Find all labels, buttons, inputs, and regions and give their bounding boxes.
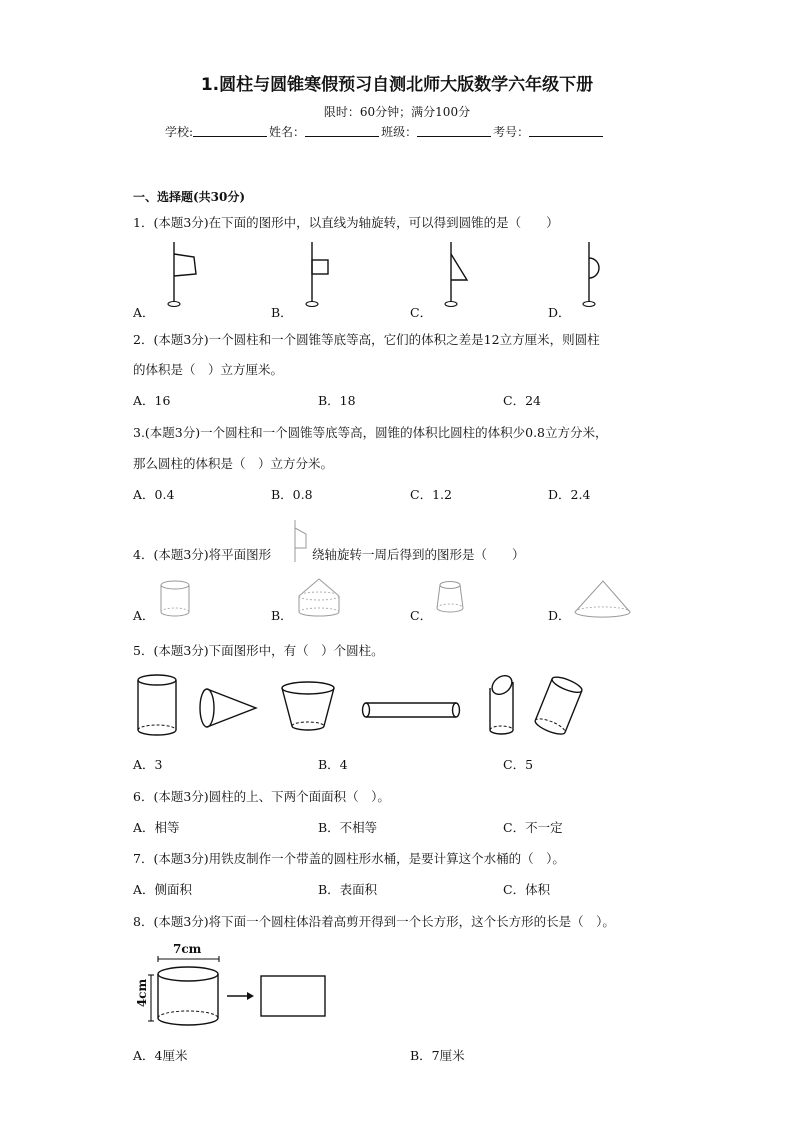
field-school-blank[interactable] <box>193 123 267 137</box>
field-id-label: 考号： <box>493 125 530 139</box>
q4-option-a[interactable]: A． <box>133 608 155 623</box>
q2-option-b[interactable]: B．18 <box>318 393 356 408</box>
page-title: 1.圆柱与圆锥寒假预习自测北师大版数学六年级下册 <box>200 75 594 95</box>
q5-figure-cylinder <box>136 672 182 740</box>
exam-info: 限时：60分钟；满分100分 <box>323 105 471 119</box>
question-4-stem: 4．(本题3分)将平面图形 <box>133 547 272 562</box>
q4-figure-c-frustum <box>434 578 468 622</box>
question-3-stem: 3.(本题3分)一个圆柱和一个圆锥等底等高，圆锥的体积比圆柱的体积少0.8立方分米， <box>133 425 608 440</box>
q1-option-d[interactable]: D． <box>548 305 571 320</box>
q8-height-label: 4cm <box>135 978 150 1008</box>
q1-figure-a <box>160 240 210 312</box>
q3-option-a[interactable]: A．0.4 <box>133 487 175 502</box>
q4-figure-a-cylinder <box>158 578 194 622</box>
field-name-blank[interactable] <box>305 123 379 137</box>
question-4-stem-cont: 绕轴旋转一周后得到的图形是（ ） <box>312 547 525 562</box>
q7-option-b[interactable]: B．表面积 <box>318 882 378 897</box>
q6-option-c[interactable]: C．不一定 <box>503 820 563 835</box>
question-5-stem: 5．(本题3分)下面图形中，有（ ）个圆柱。 <box>133 643 384 658</box>
q4-plane-figure <box>288 518 314 564</box>
q5-option-a[interactable]: A．3 <box>133 757 163 772</box>
q8-cylinder-figure <box>145 955 335 1035</box>
q5-figure-tilted-cylinder <box>530 674 586 740</box>
question-2-stem-cont: 的体积是（ ）立方厘米。 <box>133 362 284 377</box>
q1-option-a[interactable]: A． <box>133 305 155 320</box>
q6-option-b[interactable]: B．不相等 <box>318 820 378 835</box>
question-6-stem: 6．(本题3分)圆柱的上、下两个面面积（ ）。 <box>133 789 390 804</box>
student-info-fields <box>165 123 605 140</box>
q5-option-c[interactable]: C．5 <box>503 757 534 772</box>
q4-option-d[interactable]: D． <box>548 608 571 623</box>
q3-option-d[interactable]: D．2.4 <box>548 487 591 502</box>
question-7-stem: 7．(本题3分)用铁皮制作一个带盖的圆柱形水桶，是要计算这个水桶的（ ）。 <box>133 851 565 866</box>
section-title: 一、选择题(共30分) <box>133 190 246 204</box>
q3-option-c[interactable]: C．1.2 <box>410 487 452 502</box>
field-name-label: 姓名： <box>269 125 306 139</box>
q4-option-b[interactable]: B． <box>271 608 293 623</box>
q3-option-b[interactable]: B．0.8 <box>271 487 313 502</box>
q4-option-c[interactable]: C． <box>410 608 433 623</box>
question-2-stem: 2．(本题3分)一个圆柱和一个圆锥等底等高，它们的体积之差是12立方厘米，则圆柱 <box>133 332 600 347</box>
q1-figure-c <box>437 240 487 312</box>
field-school-label: 学校: <box>165 125 194 139</box>
field-class-label: 班级： <box>381 125 418 139</box>
question-8-stem: 8．(本题3分)将下面一个圆柱体沿着高剪开得到一个长方形，这个长方形的长是（ ）。 <box>133 914 615 929</box>
q7-option-a[interactable]: A．侧面积 <box>133 882 193 897</box>
q1-option-c[interactable]: C． <box>410 305 433 320</box>
q2-option-c[interactable]: C．24 <box>503 393 541 408</box>
field-class-blank[interactable] <box>417 123 491 137</box>
q5-figure-slanted-cylinder <box>486 672 522 740</box>
q7-option-c[interactable]: C．体积 <box>503 882 551 897</box>
q6-option-a[interactable]: A．相等 <box>133 820 180 835</box>
q5-figure-cone <box>198 686 260 732</box>
question-1-stem: 1．(本题3分)在下面的图形中，以直线为轴旋转，可以得到圆锥的是（ ） <box>133 215 559 230</box>
q5-figure-frustum <box>279 680 339 736</box>
q1-figure-b <box>298 240 348 312</box>
q4-figure-b-cone-on-cylinder <box>295 576 345 624</box>
q5-figure-rod <box>360 700 464 720</box>
q2-option-a[interactable]: A．16 <box>133 393 171 408</box>
q4-figure-d-cone <box>572 578 632 622</box>
q8-option-a[interactable]: A．4厘米 <box>133 1048 188 1063</box>
q8-option-b[interactable]: B．7厘米 <box>410 1048 465 1063</box>
q1-option-b[interactable]: B． <box>271 305 293 320</box>
question-3-stem-cont: 那么圆柱的体积是（ ）立方分米。 <box>133 456 334 471</box>
q1-figure-d <box>575 240 625 312</box>
field-id-blank[interactable] <box>529 123 603 137</box>
q5-option-b[interactable]: B．4 <box>318 757 348 772</box>
q8-width-label: 7cm <box>173 942 202 956</box>
